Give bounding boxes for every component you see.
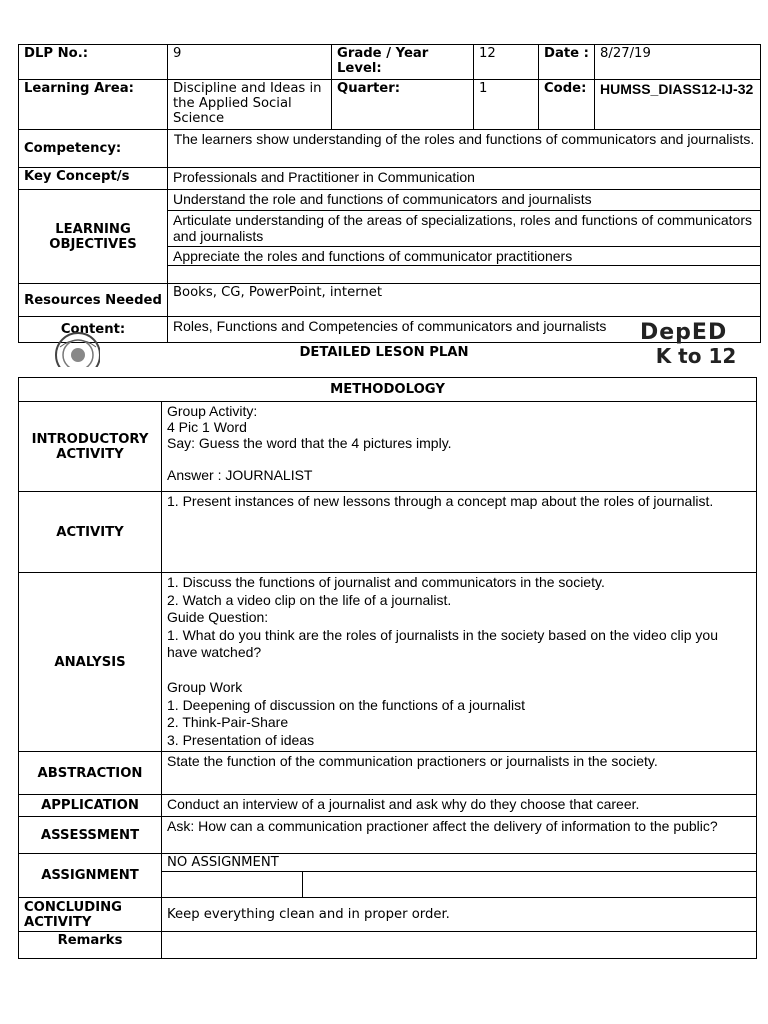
lesson-header-table <box>18 44 761 343</box>
objective-empty <box>168 266 761 284</box>
objectives-label: LEARNING OBJECTIVES <box>19 190 168 284</box>
activity-label: ACTIVITY <box>19 492 162 573</box>
remarks-label: Remarks <box>19 932 162 959</box>
assignment-value: NO ASSIGNMENT <box>162 854 757 872</box>
concluding-value: Keep everything clean and in proper order. <box>162 898 757 932</box>
concluding-label: CONCLUDING ACTIVITY <box>19 898 162 932</box>
assessment-value: Ask: How can a communication practioner affect the delivery of information to the public? <box>162 817 757 854</box>
methodology-table <box>18 377 757 959</box>
quarter-value: 1 <box>474 80 539 130</box>
assessment-label: ASSESSMENT <box>19 817 162 854</box>
date-value: 8/27/19 <box>595 45 761 80</box>
objective-item: Articulate understanding of the areas of specializations, roles and functions of communicators and journalists <box>168 211 761 247</box>
remarks-value <box>162 932 757 959</box>
assignment-empty-cell <box>162 872 303 898</box>
intro-value: Group Activity: 4 Pic 1 Word Say: Guess the word that the 4 pictures imply. Answer : JOURNALIST <box>162 402 757 492</box>
application-label: APPLICATION <box>19 795 162 817</box>
content-label: Content: <box>19 317 168 343</box>
analysis-value: 1. Discuss the functions of journalist and communicators in the society. 2. Watch a video clip on the life of a journalist. Guide Question: 1. What do you think are the roles of journalists in the society based on the video clip you have watched? Group Work 1. Deepening of discussion on the functions of a journalist 2. Think-Pair-Share 3. Presentation of ideas <box>162 573 757 752</box>
deped-logo-text: DepED <box>640 320 728 345</box>
area-label: Learning Area: <box>19 80 168 130</box>
area-value: Discipline and Ideas in the Applied Social Science <box>168 80 332 130</box>
assignment-empty-cell <box>303 872 757 898</box>
resources-label: Resources Needed <box>19 284 168 317</box>
resources-value: Books, CG, PowerPoint, internet <box>168 284 761 317</box>
grade-value: 12 <box>474 45 539 80</box>
key-concept-label: Key Concept/s <box>19 168 168 190</box>
content-value: Roles, Functions and Competencies of communicators and journalists <box>168 317 761 343</box>
application-value: Conduct an interview of a journalist and ask why do they choose that career. <box>162 795 757 817</box>
abstraction-value: State the function of the communication practioners or journalists in the society. <box>162 752 757 795</box>
quarter-label: Quarter: <box>332 80 474 130</box>
deped-logo <box>640 322 752 370</box>
date-label: Date : <box>539 45 595 80</box>
grade-label: Grade / Year Level: <box>332 45 474 80</box>
analysis-label: ANALYSIS <box>19 573 162 752</box>
objective-item: Appreciate the roles and functions of communicator practitioners <box>168 247 761 266</box>
document-title: DETAILED LESON PLAN <box>299 345 469 360</box>
assignment-label: ASSIGNMENT <box>19 854 162 898</box>
code-value: HUMSS_DIASS12-IJ-32 <box>595 80 761 130</box>
dlp-label: DLP No.: <box>19 45 168 80</box>
k12-logo-text: K to 12 <box>655 344 737 368</box>
activity-value: 1. Present instances of new lessons through a concept map about the roles of journalist. <box>162 492 757 573</box>
dlp-value: 9 <box>168 45 332 80</box>
objective-item: Understand the role and functions of communicators and journalists <box>168 190 761 211</box>
key-concept-value: Professionals and Practitioner in Communication <box>168 168 761 190</box>
methodology-heading: METHODOLOGY <box>19 378 757 402</box>
competency-label: Competency: <box>19 130 168 168</box>
abstraction-label: ABSTRACTION <box>19 752 162 795</box>
code-label: Code: <box>539 80 595 130</box>
competency-value: The learners show understanding of the roles and functions of communicators and journalists. <box>168 130 761 168</box>
intro-label: INTRODUCTORY ACTIVITY <box>19 402 162 492</box>
